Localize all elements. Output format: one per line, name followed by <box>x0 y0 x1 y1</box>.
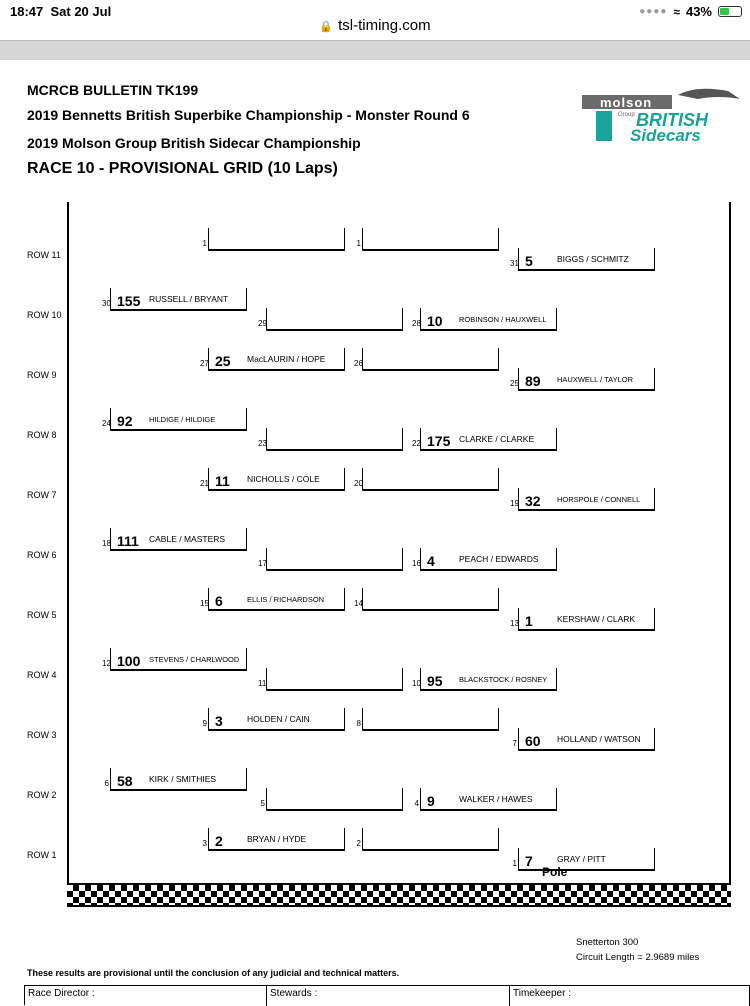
grid-slot <box>412 308 557 331</box>
grid-position: 29 <box>258 319 267 328</box>
grid-position: 23 <box>258 439 267 448</box>
crew-name: HILDIGE / HILDIGE <box>149 415 216 424</box>
grid-slot <box>102 408 247 431</box>
grid-position: 26 <box>354 359 363 368</box>
row-label: ROW 11 <box>27 250 61 260</box>
grid-slot <box>200 348 345 371</box>
crew-name: WALKER / HAWES <box>459 794 533 804</box>
grid-position: 14 <box>354 599 363 608</box>
rider-number: 155 <box>117 293 141 309</box>
crew-name: MacLAURIN / HOPE <box>247 354 326 364</box>
grid-slot <box>102 288 247 311</box>
rider-number: 60 <box>525 733 541 749</box>
grid-slot <box>414 788 557 811</box>
grid-slot <box>354 348 499 371</box>
crew-name: ROBINSON / HAUXWELL <box>459 315 547 324</box>
grid-slot <box>260 788 403 811</box>
crew-name: RUSSELL / BRYANT <box>149 294 229 304</box>
british-sidecars-logo <box>578 85 748 145</box>
status-time: 18:47 Sat 20 Jul <box>10 4 112 19</box>
grid-position: 25 <box>510 379 519 388</box>
grid-slot <box>258 308 403 331</box>
grid-slot <box>202 828 345 851</box>
grid-slot <box>510 608 655 631</box>
wifi-icon: ≈ <box>673 4 680 19</box>
grid-position: 8 <box>356 719 361 728</box>
grid-slot <box>510 368 655 391</box>
pole-label: Pole <box>542 865 568 879</box>
crew-name: CLARKE / CLARKE <box>459 434 535 444</box>
signal-icon: ●●●● <box>639 6 668 17</box>
grid-slot <box>412 428 557 451</box>
grid-position: 9 <box>202 719 207 728</box>
grid-slot <box>258 428 403 451</box>
crew-name: HOLLAND / WATSON <box>557 734 641 744</box>
rider-number: 92 <box>117 413 133 429</box>
grid-position: 15 <box>200 599 209 608</box>
grid-slot <box>412 548 557 571</box>
rider-number: 111 <box>117 533 139 549</box>
grid-slot <box>412 668 557 691</box>
rider-number: 95 <box>427 673 443 689</box>
browser-separator <box>0 40 750 61</box>
document-page <box>0 60 750 1000</box>
sidecar-title: 2019 Molson Group British Sidecar Championship <box>27 135 361 151</box>
grid-slot <box>356 228 499 251</box>
rider-number: 9 <box>427 793 435 809</box>
grid-slot <box>102 528 247 551</box>
row-label: ROW 9 <box>27 370 57 380</box>
battery-icon <box>718 6 742 17</box>
grid-slot <box>258 668 403 691</box>
grid-position: 1 <box>202 239 207 248</box>
rider-number: 89 <box>525 373 541 389</box>
grid-slot <box>104 768 247 791</box>
grid-slot <box>202 708 345 731</box>
grid-position: 28 <box>412 319 421 328</box>
grid-slot <box>512 848 655 871</box>
grid-position: 3 <box>202 839 207 848</box>
rider-number: 25 <box>215 353 231 369</box>
row-label: ROW 2 <box>27 790 57 800</box>
crew-name: KIRK / SMITHIES <box>149 774 217 784</box>
svg-text:Sidecars: Sidecars <box>630 126 701 145</box>
circuit-info <box>576 935 699 965</box>
grid-position: 7 <box>512 739 517 748</box>
circuit-length: Circuit Length = 2.9689 miles <box>576 952 700 963</box>
grid-slot <box>356 828 499 851</box>
rider-number: 5 <box>525 253 533 269</box>
grid-position: 10 <box>412 679 421 688</box>
rider-number: 3 <box>215 713 223 729</box>
row-label: ROW 1 <box>27 850 57 860</box>
grid-position: 1 <box>356 239 361 248</box>
timekeeper-cell: Timekeeper : <box>510 986 750 1006</box>
grid-position: 4 <box>414 799 419 808</box>
grid-position: 18 <box>102 539 111 548</box>
grid-position: 5 <box>260 799 265 808</box>
checkered-flag-line <box>67 883 731 907</box>
grid-slot <box>202 228 345 251</box>
row-label: ROW 4 <box>27 670 57 680</box>
battery-percent: 43% <box>685 4 712 19</box>
disclaimer: These results are provisional until the conclusion of any judicial and technical matters. <box>27 968 400 978</box>
grid-slot <box>354 588 499 611</box>
row-label: ROW 8 <box>27 430 57 440</box>
crew-name: HORSPOLE / CONNELL <box>557 495 641 504</box>
row-label: ROW 3 <box>27 730 57 740</box>
grid-position: 11 <box>258 679 267 688</box>
circuit-name: Snetterton 300 <box>576 937 639 948</box>
crew-name: HOLDEN / CAIN <box>247 714 310 724</box>
grid-slot <box>354 468 499 491</box>
crew-name: BLACKSTOCK / ROSNEY <box>459 675 548 684</box>
crew-name: HAUXWELL / TAYLOR <box>557 375 633 384</box>
rider-number: 100 <box>117 653 141 669</box>
row-label: ROW 10 <box>27 310 62 320</box>
championship-title: 2019 Bennetts British Superbike Championship - Monster Round 6 <box>27 107 470 123</box>
crew-name: KERSHAW / CLARK <box>557 614 636 624</box>
grid-position: 17 <box>258 559 267 568</box>
crew-name: BRYAN / HYDE <box>247 834 307 844</box>
bulletin-title: MCRCB BULLETIN TK199 <box>27 82 199 98</box>
grid-position: 6 <box>104 779 109 788</box>
address-bar[interactable] <box>0 17 750 34</box>
lock-icon: 🔒 <box>319 21 334 33</box>
grid-position: 27 <box>200 359 209 368</box>
rider-number: 7 <box>525 853 533 869</box>
crew-name: PEACH / EDWARDS <box>459 554 539 564</box>
rider-number: 32 <box>525 493 541 509</box>
svg-text:BRITISH: BRITISH <box>636 110 708 130</box>
url-text[interactable]: tsl-timing.com <box>338 17 431 34</box>
grid-position: 12 <box>102 659 111 668</box>
grid-position: 20 <box>354 479 363 488</box>
rider-number: 11 <box>215 473 230 489</box>
rider-number: 10 <box>427 313 443 329</box>
grid-slot <box>200 588 345 611</box>
svg-text:Group: Group <box>618 112 635 118</box>
rider-number: 1 <box>525 613 533 629</box>
grid-slot <box>102 648 247 671</box>
stewards-cell: Stewards : <box>267 986 510 1006</box>
grid-slot <box>512 728 655 751</box>
grid-position: 24 <box>102 419 111 428</box>
row-label: ROW 7 <box>27 490 57 500</box>
rider-number: 175 <box>427 433 451 449</box>
signoff-table <box>24 985 750 1005</box>
grid-slot <box>200 468 345 491</box>
crew-name: STEVENS / CHARLWOOD <box>149 655 240 664</box>
grid-position: 31 <box>510 259 519 268</box>
grid-position: 1 <box>512 859 517 868</box>
rider-number: 58 <box>117 773 133 789</box>
crew-name: CABLE / MASTERS <box>149 534 226 544</box>
status-bar <box>0 0 750 40</box>
grid-slot <box>258 548 403 571</box>
svg-text:molson: molson <box>600 95 653 110</box>
crew-name: BIGGS / SCHMITZ <box>557 254 629 264</box>
grid-position: 30 <box>102 299 111 308</box>
grid-position: 13 <box>510 619 519 628</box>
grid-slot <box>356 708 499 731</box>
row-label: ROW 6 <box>27 550 57 560</box>
grid-slot <box>510 248 655 271</box>
rider-number: 4 <box>427 553 435 569</box>
row-label: ROW 5 <box>27 610 57 620</box>
crew-name: GRAY / PITT <box>557 854 606 864</box>
grid-position: 2 <box>356 839 361 848</box>
grid-position: 22 <box>412 439 421 448</box>
crew-name: ELLIS / RICHARDSON <box>247 595 325 604</box>
grid-position: 19 <box>510 499 519 508</box>
crew-name: NICHOLLS / COLE <box>247 474 320 484</box>
rider-number: 2 <box>215 833 223 849</box>
rider-number: 6 <box>215 593 223 609</box>
race-title: RACE 10 - PROVISIONAL GRID (10 Laps) <box>27 160 338 177</box>
race-director-cell: Race Director : <box>25 986 267 1006</box>
grid-position: 16 <box>412 559 421 568</box>
grid-position: 21 <box>200 479 209 488</box>
grid-slot <box>510 488 655 511</box>
status-indicators <box>639 4 742 19</box>
